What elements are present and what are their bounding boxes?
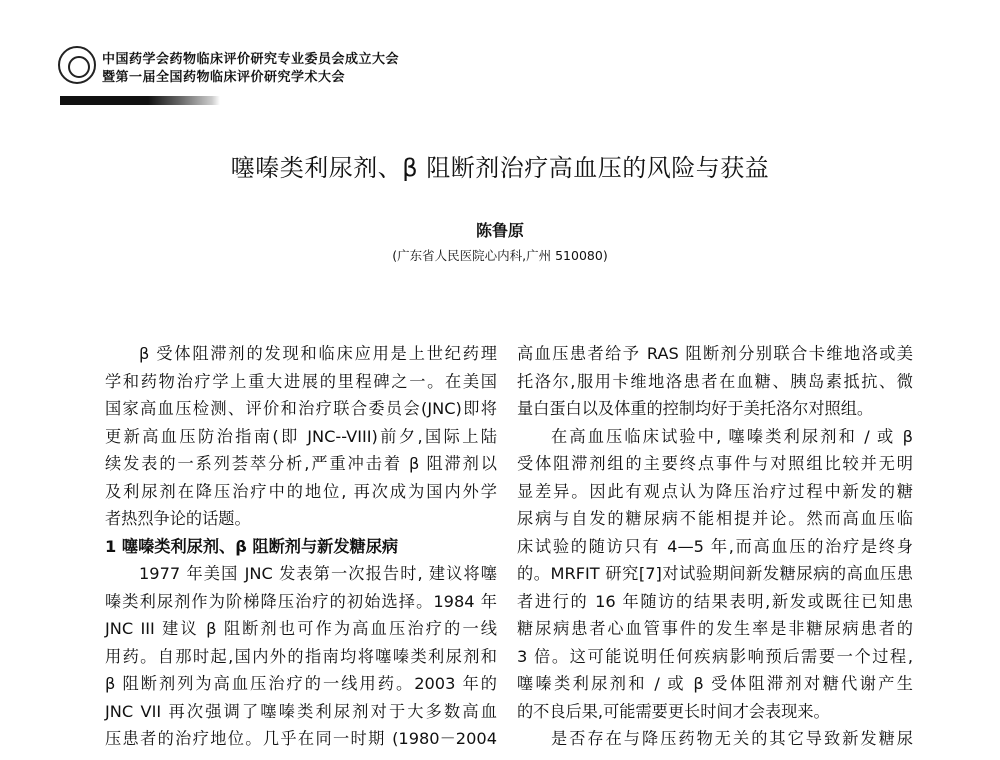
conference-name-line2: 暨第一届全国药物临床评价研究学术大会 — [102, 70, 346, 85]
text-line: 是否存在与降压药物无关的其它导致新发糖尿 — [551, 729, 913, 748]
text-line: β 阻断剂列为高血压治疗的一线用药。2003 年的 — [105, 674, 497, 693]
text-line: β 受体阻滞剂的发现和临床应用是上世纪药理 — [139, 344, 497, 363]
text-line: 学和药物治疗学上重大进展的里程碑之一。在美国 — [105, 371, 497, 391]
society-seal-logo — [58, 46, 96, 84]
text-line: 者进行的 16 年随访的结果表明,新发或既往已知患 — [517, 591, 913, 611]
conference-name-line1: 中国药学会药物临床评价研究专业委员会成立大会 — [102, 52, 400, 67]
text-line: 的不良后果,可能需要更长时间才会表现来。 — [517, 701, 830, 721]
left-column — [105, 340, 497, 753]
text-line: 的。MRFIT 研究[7]对试验期间新发糖尿病的高血压患 — [517, 564, 913, 583]
author-affiliation: (广东省人民医院心内科,广州 510080) — [392, 248, 608, 263]
text-line: JNC III 建议 β 阻断剂也可作为高血压治疗的一线 — [105, 619, 497, 638]
text-line: 续发表的一系列荟萃分析,严重冲击着 β 阻滞剂以 — [105, 454, 497, 473]
text-line: 量白蛋白以及体重的控制均好于美托洛尔对照组。 — [517, 399, 874, 418]
article-author: 陈鲁原 — [475, 221, 524, 240]
text-line: 尿病与自发的糖尿病不能相提并论。然而高血压临 — [517, 509, 913, 528]
right-column — [517, 340, 913, 753]
text-line: 者热烈争论的话题。 — [105, 509, 251, 528]
text-line: 3 倍。这可能说明任何疾病影响预后需要一个过程, — [517, 646, 913, 666]
text-line: 更新高血压防治指南(即 JNC--VIII)前夕,国际上陆 — [105, 426, 497, 446]
text-line: 在高血压临床试验中, 噻嗪类利尿剂和 / 或 β — [551, 426, 913, 446]
text-line: 噻嗪类利尿剂和 / 或 β 受体阻滞剂对糖代谢产生 — [517, 674, 913, 693]
header-rule — [60, 96, 220, 105]
text-line: 糖尿病患者心血管事件的发生率是非糖尿病患者的 — [517, 619, 913, 638]
text-line: 及利尿剂在降压治疗中的地位, 再次成为国内外学 — [105, 481, 497, 501]
text-line: 高血压患者给予 RAS 阻断剂分别联合卡维地洛或美 — [517, 344, 913, 363]
article-title: 噻嗪类利尿剂、β 阻断剂治疗高血压的风险与获益 — [230, 154, 770, 182]
text-line: 用药。自那时起,国内外的指南均将噻嗪类利尿剂和 — [105, 646, 497, 666]
section-heading: 1 噻嗪类利尿剂、β 阻断剂与新发糖尿病 — [105, 536, 399, 556]
text-line: 托洛尔,服用卡维地洛患者在血糖、胰岛素抵抗、微 — [517, 371, 913, 391]
text-line: JNC VII 再次强调了噻嗪类利尿剂对于大多数高血 — [105, 701, 497, 721]
text-line: 受体阻滞剂组的主要终点事件与对照组比较并无明 — [517, 454, 913, 473]
text-line: 1977 年美国 JNC 发表第一次报告时, 建议将噻 — [139, 564, 497, 583]
text-line: 压患者的治疗地位。几乎在同一时期 (1980－2004 — [105, 729, 497, 748]
text-line: 显差异。因此有观点认为降压治疗过程中新发的糖 — [517, 481, 913, 501]
text-line: 嗪类利尿剂作为阶梯降压治疗的初始选择。1984 年 — [105, 591, 497, 611]
text-line: 床试验的随访只有 4—5 年,而高血压的治疗是终身 — [517, 536, 913, 556]
text-line: 国家高血压检测、评价和治疗联合委员会(JNC)即将 — [105, 399, 497, 418]
